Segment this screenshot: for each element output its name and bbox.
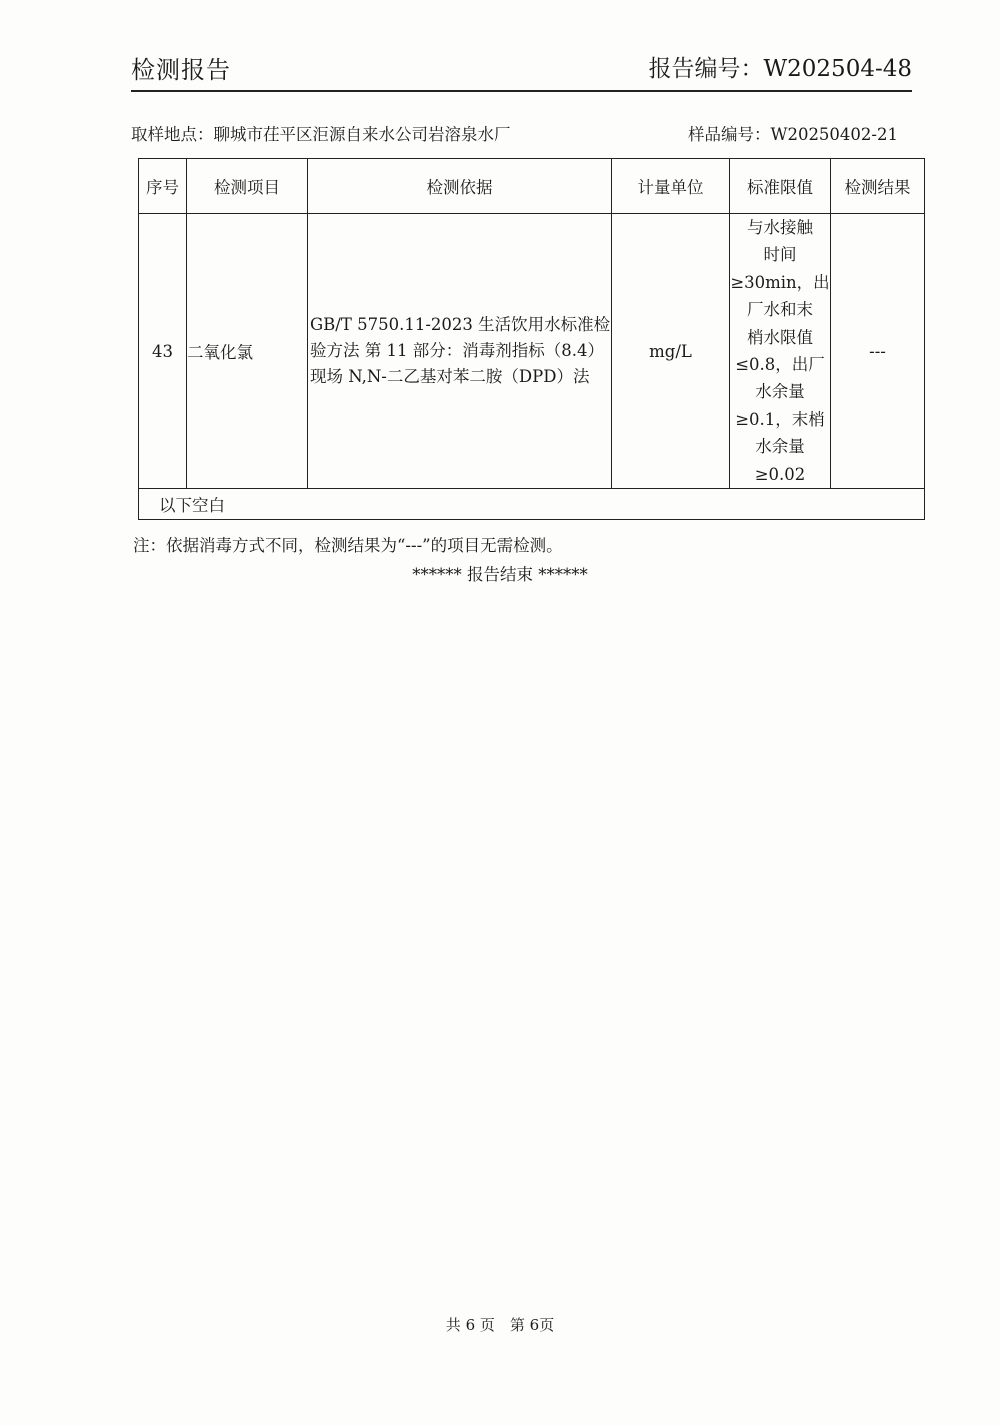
basis-line: GB/T 5750.11-2023 生活饮用水标准检 [310, 315, 611, 335]
footnote: 注：依据消毒方式不同，检测结果为“---”的项目无需检测。 [133, 536, 563, 555]
column-header-unit: 计量单位 [612, 159, 730, 214]
limit-line: 厂水和末 [747, 300, 813, 320]
limit-line: 与水接触 [747, 218, 813, 237]
column-header-no: 序号 [139, 159, 187, 214]
limit-line: ≥0.1，末梢 [735, 409, 825, 429]
cell-item: 二氧化氯 [187, 214, 308, 489]
column-header-basis: 检测依据 [308, 159, 612, 214]
results-table [138, 158, 925, 520]
cell-limit [730, 214, 831, 489]
cell-result: --- [831, 214, 925, 489]
page-number: 共 6 页 第 6页 [445, 1316, 555, 1334]
sample-location: 取样地点：聊城市茌平区洰源自来水公司岩溶泉水厂 [131, 125, 511, 144]
sample-number: 样品编号：W20250402-21 [687, 125, 898, 144]
limit-line: 水余量 [755, 382, 805, 402]
report-end-mark: ****** 报告结束 ****** [412, 565, 588, 584]
column-header-item: 检测项目 [187, 159, 308, 214]
cell-basis [308, 214, 612, 489]
blank-note: 以下空白 [139, 489, 925, 520]
document-title: 检测报告 [131, 56, 231, 84]
limit-line: ≤0.8，出厂 [735, 355, 825, 375]
limit-line: ≥30min，出 [730, 272, 830, 292]
limit-line: 时间 [763, 245, 797, 265]
blank-row [139, 489, 925, 520]
table-row [139, 214, 925, 489]
column-header-result: 检测结果 [831, 159, 925, 214]
basis-line: 验方法 第 11 部分：消毒剂指标（8.4） [310, 341, 604, 361]
limit-line: ≥0.02 [754, 464, 806, 484]
limit-line: 梢水限值 [747, 327, 813, 347]
cell-no: 43 [139, 214, 187, 489]
basis-line: 现场 N,N-二乙基对苯二胺（DPD）法 [310, 367, 590, 387]
cell-unit: mg/L [612, 214, 730, 489]
column-header-limit: 标准限值 [730, 159, 831, 214]
limit-line: 水余量 [755, 437, 805, 457]
table-header-row [139, 159, 925, 214]
report-number: 报告编号：W202504-48 [648, 56, 912, 82]
header-divider [131, 90, 912, 92]
